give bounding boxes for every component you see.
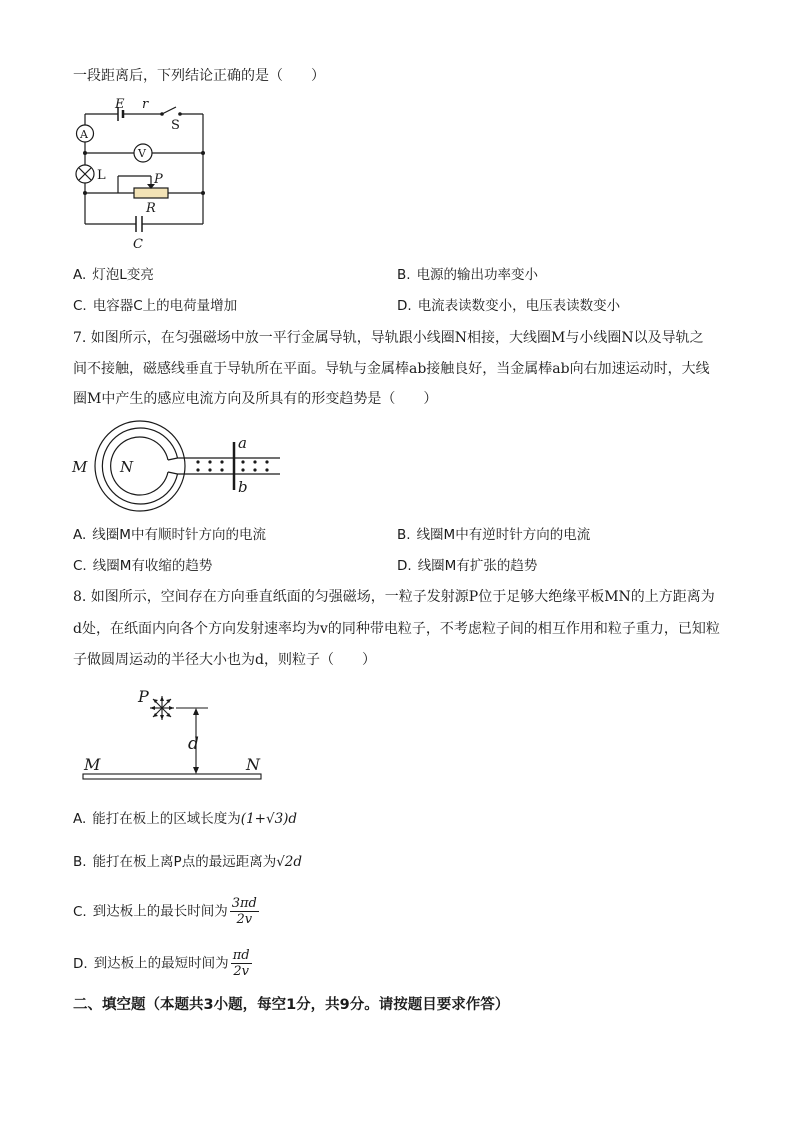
q7-stem-line-2: 间不接触，磁感线垂直于导轨所在平面。导轨与金属棒ab接触良好，当金属棒ab向右加速运动时，大线 (73, 361, 710, 377)
q8-option-c-fraction: $\frac{3\pi d}{2v}$ (231, 896, 257, 927)
q8-option-d[interactable]: D. 到达板上的最短时间为 $\frac{\pi d}{2v}$ (73, 948, 250, 979)
q8-option-b[interactable]: B. 能打在板上离P点的最远距离为√2d (73, 854, 303, 870)
label-P: P (138, 687, 149, 706)
q8-stem-line-3: 子做圆周运动的半径大小也为d，则粒子（ ） (73, 652, 376, 668)
q7-stem-line-3: 圈M中产生的感应电流方向及所具有的形变趋势是（ ） (73, 391, 438, 407)
q6-option-d[interactable]: D. 电流表读数变小，电压表读数变小 (397, 298, 621, 314)
label-M: M (72, 458, 88, 476)
label-S: S (171, 118, 180, 133)
q7-option-b[interactable]: B. 线圈M中有逆时针方向的电流 (397, 527, 591, 543)
label-P: P (154, 172, 163, 187)
q8-option-b-math: √2d (276, 854, 303, 870)
label-V: V (138, 147, 146, 160)
q6-circuit-diagram (66, 94, 216, 254)
section-2-title: 二、填空题（本题共3小题，每空1分，共9分。请按题目要求作答） (73, 997, 510, 1013)
q7-stem-line-1: 7. 如图所示，在匀强磁场中放一平行金属导轨，导轨跟小线圈N相接，大线圈M与小线圈N以及导轨之 (73, 330, 704, 346)
q6-option-a[interactable]: A. 灯泡L变亮 (73, 267, 154, 283)
q8-stem-line-1: 8. 如图所示，空间存在方向垂直纸面的匀强磁场，一粒子发射源P位于足够大绝缘平板MN的上方距离为 (73, 589, 715, 605)
label-d: d (188, 734, 199, 754)
label-a: a (238, 434, 247, 452)
label-r: r (142, 97, 149, 112)
q8-source-plate-diagram (80, 682, 270, 782)
q8-option-a-math: (1+√3)d (240, 811, 298, 827)
label-L: L (97, 168, 106, 183)
q7-option-d[interactable]: D. 线圈M有扩张的趋势 (397, 558, 538, 574)
q8-option-d-fraction: $\frac{\pi d}{2v}$ (232, 948, 250, 979)
q7-option-a[interactable]: A. 线圈M中有顺时针方向的电流 (73, 527, 266, 543)
label-N: N (120, 458, 134, 476)
label-b: b (238, 478, 248, 496)
label-N: N (246, 755, 260, 774)
q8-option-a[interactable]: A. 能打在板上的区域长度为(1+√3)d (73, 811, 298, 827)
q8-stem-line-2: d处，在纸面内向各个方向发射速率均为v的同种带电粒子，不考虑粒子间的相互作用和粒子重力，已知粒 (73, 621, 720, 637)
q6-stem: 一段距离后，下列结论正确的是（ ） (73, 68, 325, 84)
q7-coil-diagram (70, 414, 290, 514)
q7-option-c[interactable]: C. 线圈M有收缩的趋势 (73, 558, 213, 574)
label-R: R (146, 201, 156, 216)
q6-option-b[interactable]: B. 电源的输出功率变小 (397, 267, 539, 283)
q8-option-c[interactable]: C. 到达板上的最长时间为 $\frac{3\pi d}{2v}$ (73, 896, 257, 927)
label-C: C (133, 237, 143, 252)
label-M: M (84, 755, 101, 774)
label-A: A (80, 128, 88, 141)
label-E: E (115, 97, 125, 112)
q6-option-c[interactable]: C. 电容器C上的电荷量增加 (73, 298, 238, 314)
